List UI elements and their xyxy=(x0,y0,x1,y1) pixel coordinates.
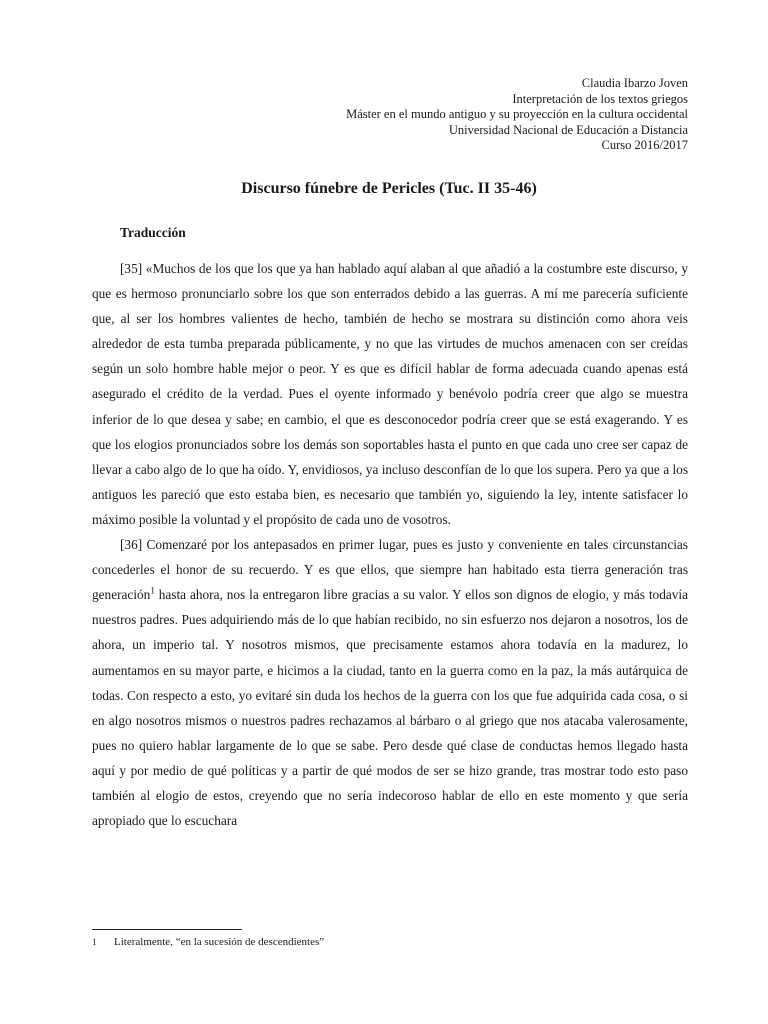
footnote-text: Literalmente, “en la sucesión de descendientes” xyxy=(114,936,325,948)
course-name: Interpretación de los textos griegos xyxy=(512,91,688,106)
footnote-separator xyxy=(92,929,242,930)
translation-body xyxy=(92,256,688,833)
university-name: Universidad Nacional de Educación a Distancia xyxy=(448,122,688,137)
footnote-reference[interactable]: 1 xyxy=(150,585,155,596)
paragraph-36-text-start: [36] Comenzaré por los antepasados en primer lugar, pues es justo y conveniente en tales circunstancias concederles el honor de su recuerdo. Y es que ellos, que siempre han habitado esta tierra generación tras generación xyxy=(92,537,688,603)
program-name: Máster en el mundo antiguo y su proyección en la cultura occidental xyxy=(346,107,688,121)
section-heading: Traducción xyxy=(120,225,186,240)
paragraph-36-text-end: hasta ahora, nos la entregaron libre gracias a su valor. Y ellos son dignos de elogio, y más todavía nuestros padres. Pues adquiriendo más de lo que habían recibido, no sin esfuerzo nos dejaron a nosotros, los de ahora, un imperio tal. Y nosotros mismos, que precisamente estamos ahora todavía en la madurez, lo aumentamos en su mayor parte, e hicimos a la ciudad, tanto en la guerra como en la paz, la más autárquica de todas. Con respecto a esto, yo evitaré sin duda los hechos de la guerra con los que fue adquirida cada cosa, o si en algo nosotros mismos o nuestros padres rechazamos al bárbaro o al griego que nos atacaba valerosamente, pues no quiero hablar largamente de lo que se sabe. Pero desde qué clase de conductas hemos llegado hasta aquí y por medio de qué políticas y a partir de qué modos de ser se hizo grande, tras mostrar todo esto paso también al elogio de estos, creyendo que no sería indecoroso hablar de ello en este momento y que sería apropiado que lo escuchara xyxy=(92,587,688,829)
footnote-number: 1 xyxy=(92,937,97,947)
paragraph-36 xyxy=(92,532,688,833)
academic-year: Curso 2016/2017 xyxy=(601,138,688,152)
document-title: Discurso fúnebre de Pericles (Tuc. II 35-46) xyxy=(241,180,537,197)
paragraph-35: [35] «Muchos de los que los que ya han hablado aquí alaban al que añadió a la costumbre este discurso, y que es hermoso pronunciarlo sobre los que son enterrados debido a las guerras. A mí me parecería suficiente que, al ser los hombres valientes de hecho, también de hecho se mostrara su distinción como ahora veis alrededor de esta tumba preparada públicamente, y no que las virtudes de muchos amenacen con ser creídas según un solo hombre hable mejor o peor. Y es que es difícil hablar de forma adecuada cuando apenas está asegurado el crédito de la verdad. Pues el oyente informado y benévolo podría creer que algo se muestra inferior de lo que desea y sabe; en cambio, el que es desconocedor podría creer que se está exagerando. Y es que los elogios pronunciados sobre los demás son soportables hasta el punto en que cada uno cree ser capaz de llevar a cabo algo de lo que ha oído. Y, envidiosos, ya incluso desconfían de lo que los supera. Pero ya que a los antiguos les pareció que esto estaba bien, es necesario que también yo, siguiendo la ley, intente satisfacer lo máximo posible la voluntad y el propósito de cada uno de vosotros. xyxy=(92,261,688,527)
footnote xyxy=(92,935,324,949)
author-header xyxy=(346,76,688,154)
author-name: Claudia Ibarzo Joven xyxy=(581,76,688,90)
